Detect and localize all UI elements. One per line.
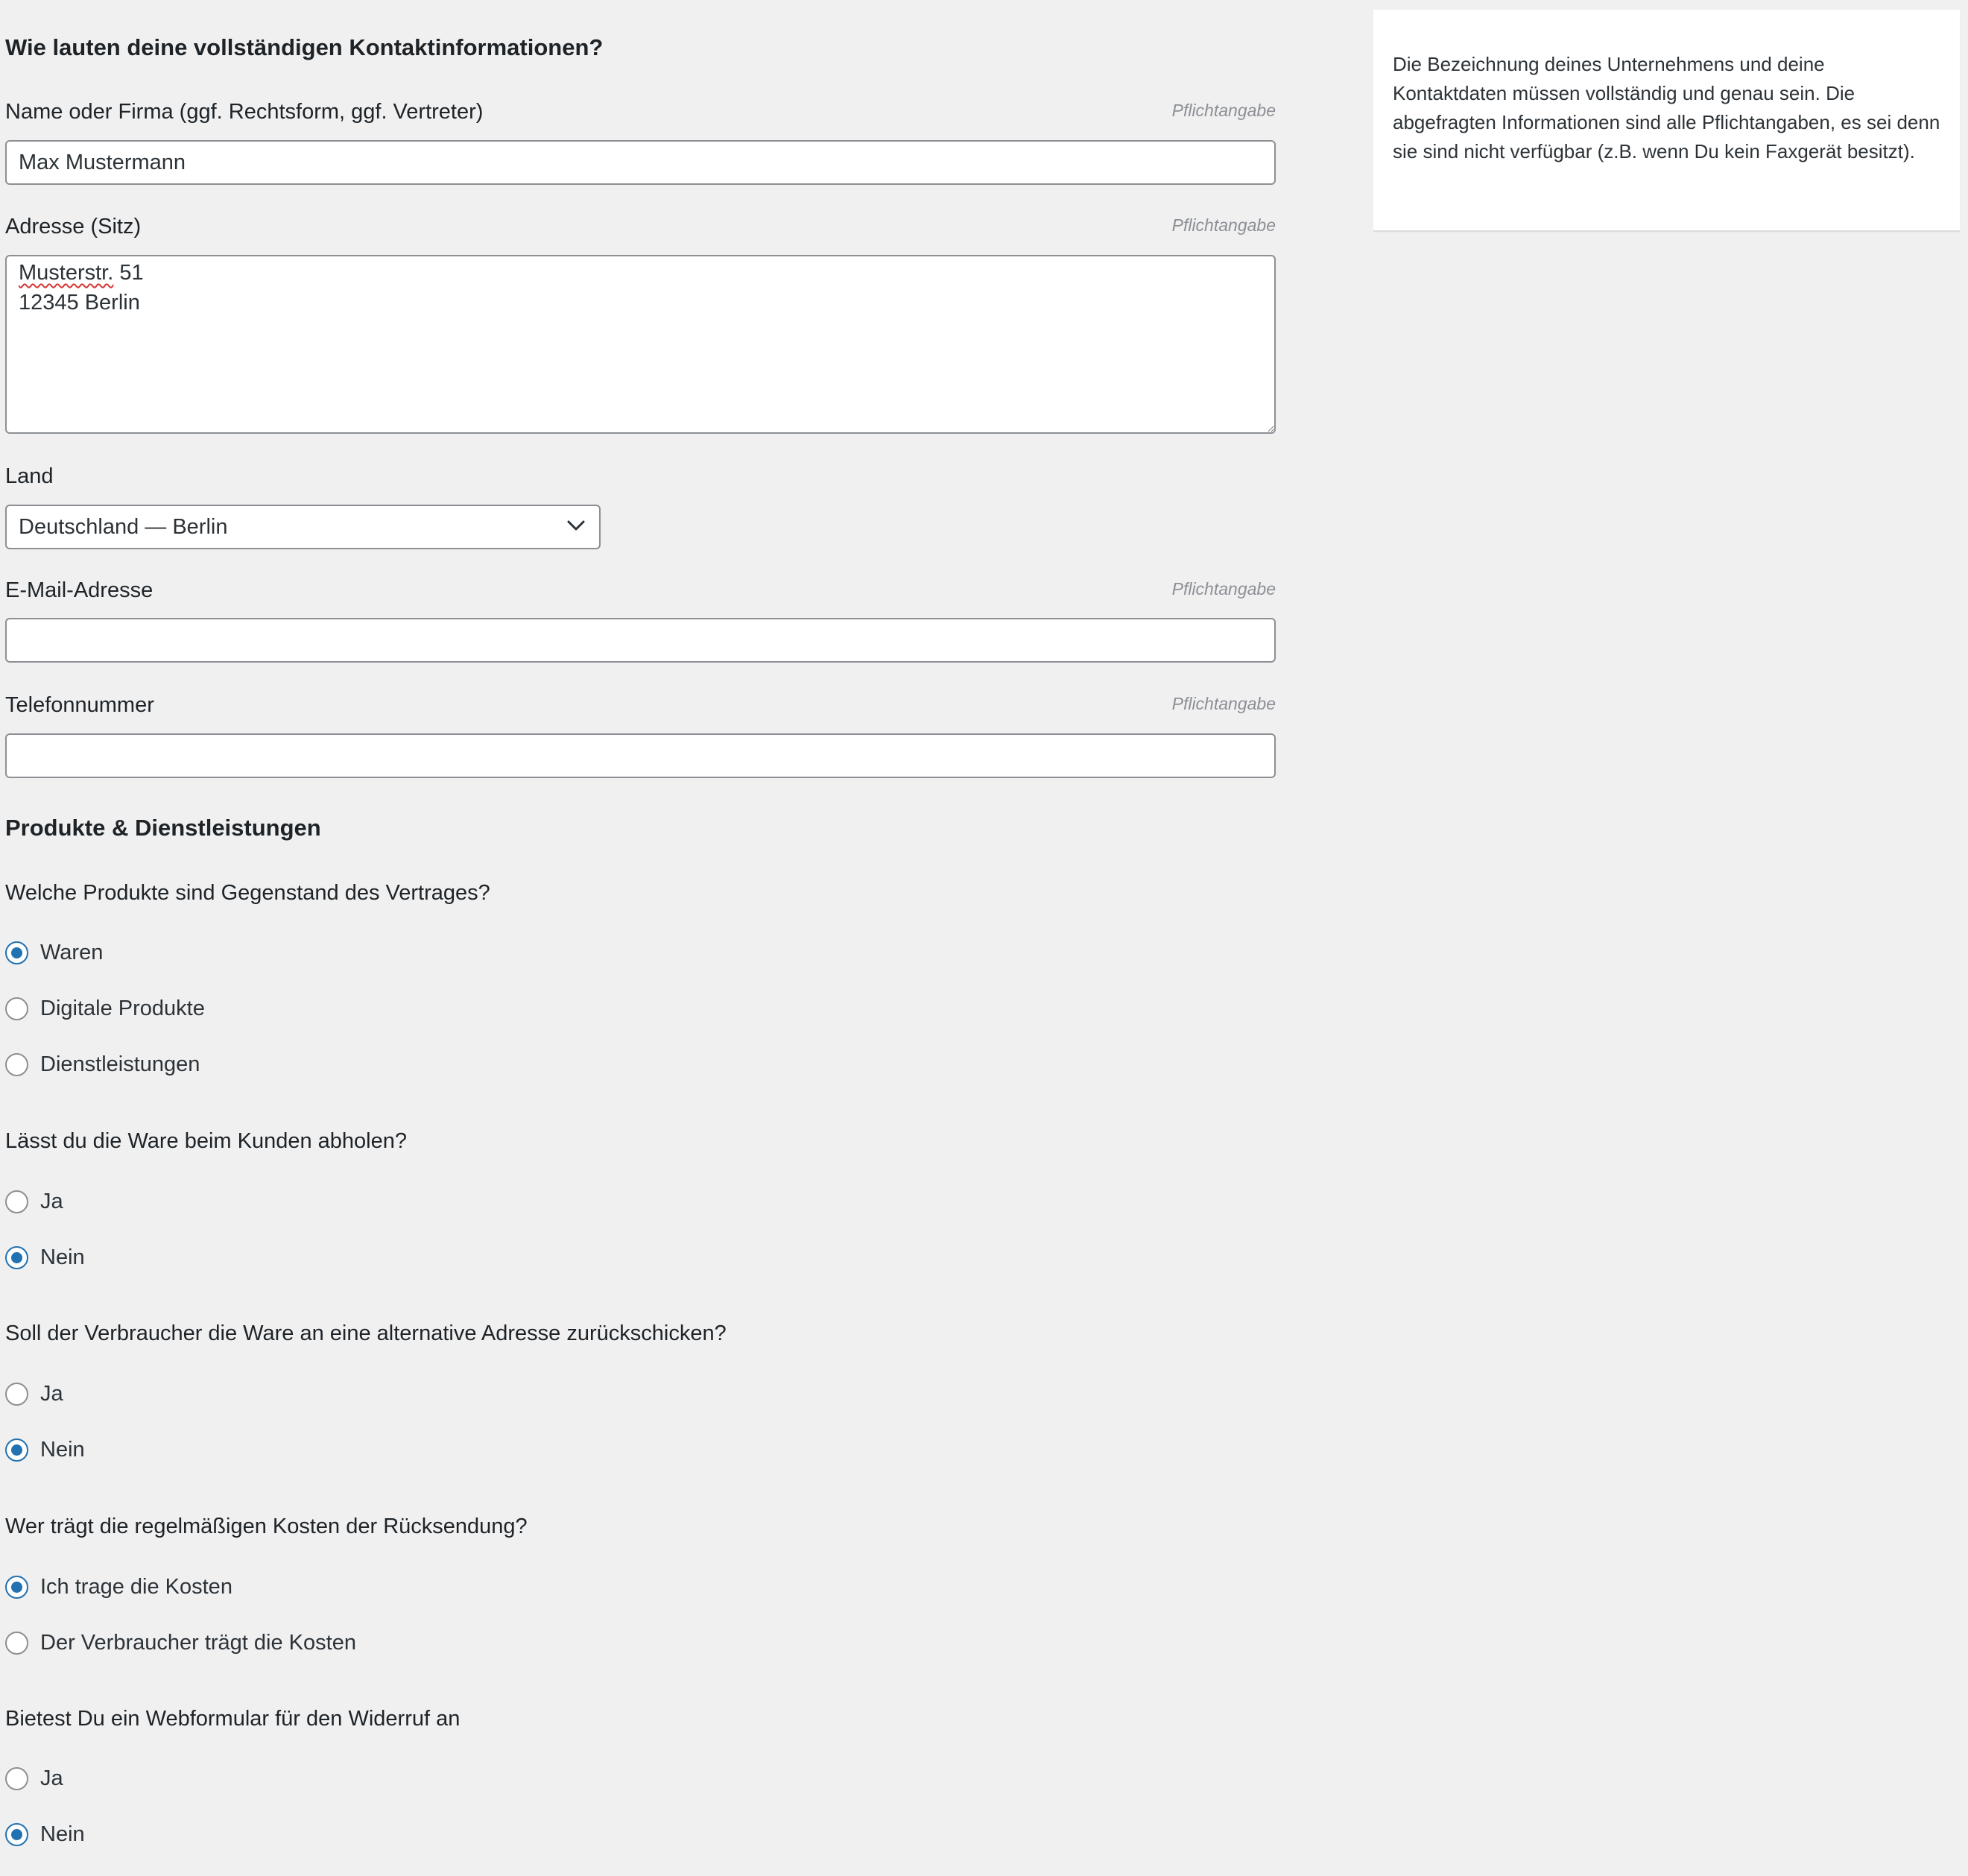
- radio-label: Ja: [40, 1189, 63, 1213]
- email-field-label: E-Mail-Adresse: [5, 578, 154, 602]
- question-product-type: Welche Produkte sind Gegenstand des Vertrages?: [5, 881, 490, 905]
- radio-label: Dienstleistungen: [40, 1052, 200, 1076]
- radio-option-dienstleistungen[interactable]: [5, 1052, 200, 1077]
- address-textarea[interactable]: [5, 255, 1276, 434]
- radio-button[interactable]: [5, 1632, 28, 1655]
- radio-option-webform-ja[interactable]: [5, 1766, 63, 1791]
- question-return-costs: Wer trägt die regelmäßigen Kosten der Rücksendung?: [5, 1515, 528, 1538]
- radio-label: Der Verbraucher trägt die Kosten: [40, 1630, 356, 1655]
- radio-label: Ich trage die Kosten: [40, 1574, 232, 1599]
- address-field-label: Adresse (Sitz): [5, 215, 142, 239]
- products-section-title: Produkte & Dienstleistungen: [5, 815, 321, 841]
- help-text: Die Bezeichnung deines Unternehmens und deine Kontaktdaten müssen vollständig und genau sein. Die abgefragten Informationen sind alle Pflichtangaben, es sei denn sie sind nicht verfügbar (z.B. wenn Du kein Faxgerät besitzt).: [1393, 53, 1940, 162]
- address-line1-street: Musterstr.: [19, 261, 114, 285]
- country-selected-value: Deutschland — Berlin: [19, 515, 228, 539]
- radio-label: Ja: [40, 1766, 63, 1790]
- phone-input[interactable]: [5, 733, 1276, 778]
- radio-label: Nein: [40, 1437, 85, 1462]
- name-required-hint: Pflichtangabe: [1171, 101, 1276, 120]
- address-required-hint: Pflichtangabe: [1171, 215, 1276, 235]
- radio-option-pickup-ja[interactable]: [5, 1189, 63, 1214]
- question-pickup: Lässt du die Ware beim Kunden abholen?: [5, 1129, 408, 1153]
- country-field-label: Land: [5, 464, 54, 488]
- address-line1-number: 51: [113, 261, 144, 285]
- name-field-label: Name oder Firma (ggf. Rechtsform, ggf. Vertreter): [5, 100, 484, 124]
- radio-button-checked[interactable]: [5, 941, 28, 964]
- radio-option-costs-consumer[interactable]: [5, 1630, 356, 1655]
- country-select[interactable]: [5, 505, 601, 549]
- radio-button[interactable]: [5, 1190, 28, 1213]
- radio-button-checked[interactable]: [5, 1438, 28, 1462]
- radio-option-webform-nein[interactable]: [5, 1822, 85, 1847]
- phone-field-label: Telefonnummer: [5, 693, 154, 717]
- contact-section-title: Wie lauten deine vollständigen Kontaktinformationen?: [5, 34, 604, 60]
- help-sidebar-box: [1373, 10, 1960, 232]
- radio-option-pickup-nein[interactable]: [5, 1245, 85, 1270]
- radio-label: Nein: [40, 1245, 85, 1269]
- radio-button-checked[interactable]: [5, 1246, 28, 1269]
- chevron-down-icon: [566, 519, 586, 531]
- radio-option-alt-address-ja[interactable]: [5, 1381, 63, 1406]
- radio-button[interactable]: [5, 1053, 28, 1076]
- question-web-form: Bietest Du ein Webformular für den Widerruf an: [5, 1707, 461, 1731]
- radio-label: Digitale Produkte: [40, 996, 205, 1020]
- radio-button-checked[interactable]: [5, 1576, 28, 1599]
- radio-button[interactable]: [5, 1767, 28, 1790]
- email-required-hint: Pflichtangabe: [1171, 579, 1276, 599]
- radio-button-checked[interactable]: [5, 1823, 28, 1846]
- radio-button[interactable]: [5, 997, 28, 1020]
- address-line2: 12345 Berlin: [19, 291, 140, 315]
- email-input[interactable]: [5, 618, 1276, 663]
- radio-option-digitale-produkte[interactable]: [5, 996, 205, 1021]
- radio-button[interactable]: [5, 1383, 28, 1406]
- phone-required-hint: Pflichtangabe: [1171, 694, 1276, 713]
- radio-label: Waren: [40, 940, 104, 964]
- name-input[interactable]: [5, 140, 1276, 185]
- question-alternative-address: Soll der Verbraucher die Ware an eine alternative Adresse zurückschicken?: [5, 1321, 727, 1345]
- radio-label: Ja: [40, 1381, 63, 1406]
- radio-option-alt-address-nein[interactable]: [5, 1437, 85, 1462]
- radio-option-costs-self[interactable]: [5, 1574, 232, 1599]
- radio-label: Nein: [40, 1822, 85, 1846]
- radio-option-waren[interactable]: [5, 940, 103, 965]
